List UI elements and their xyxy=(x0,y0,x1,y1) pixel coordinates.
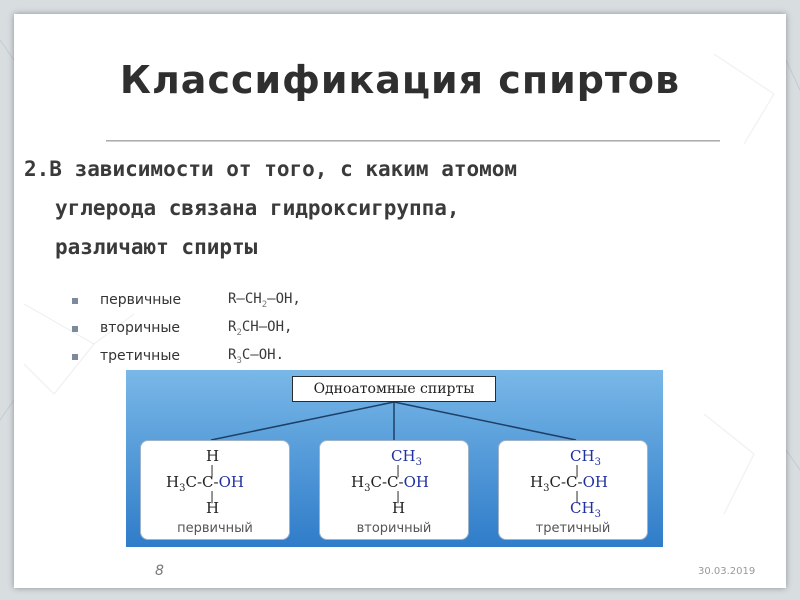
bullet-label: первичные xyxy=(100,292,182,308)
paragraph-line-1: 2.В зависимости от того, с каким атомом xyxy=(24,157,518,181)
main-paragraph xyxy=(24,150,784,267)
page-number: 8 xyxy=(155,563,164,579)
card-label: вторичный xyxy=(356,521,432,536)
bullet-label: третичные xyxy=(100,348,181,364)
formula-top: $CH_3$ xyxy=(570,447,601,468)
secondary-alcohol-card: $CH_3$ | $H_3C-C-OH$ | H вторичный xyxy=(319,440,469,540)
bullet-formula: $R-CH_2-OH$, xyxy=(228,290,301,310)
formula-main: $H_3C-C-OH$ xyxy=(351,473,429,494)
formula-bottom: H xyxy=(206,499,220,517)
tertiary-alcohol-card: $CH_3$ | $H_3C-C-OH$ | $CH_3$ третичный xyxy=(498,440,648,540)
list-item xyxy=(72,314,301,342)
primary-alcohol-card: H | $H_3C-C-OH$ | H первичный xyxy=(140,440,290,540)
card-label: первичный xyxy=(177,521,253,536)
card-label: третичный xyxy=(535,521,611,536)
title-divider xyxy=(106,140,720,142)
bullet-formula: $R_2CH-OH$, xyxy=(228,318,293,338)
slide xyxy=(14,14,786,588)
formula-main: $H_3C-C-OH$ xyxy=(530,473,608,494)
classification-diagram xyxy=(126,370,663,547)
alcohol-type-list xyxy=(72,286,301,370)
bullet-label: вторичные xyxy=(100,320,181,336)
formula-main: $H_3C-C-OH$ xyxy=(166,473,244,494)
slide-date: 30.03.2019 xyxy=(698,566,756,577)
formula-top: $CH_3$ xyxy=(391,447,422,468)
paragraph-line-3: различают спирты xyxy=(55,235,258,259)
bullet-marker-icon xyxy=(72,298,78,304)
slide-title: Классификация спиртов xyxy=(119,58,681,102)
bullet-marker-icon xyxy=(72,326,78,332)
formula-top: H xyxy=(206,447,220,465)
diagram-header: Одноатомные спирты xyxy=(292,376,496,402)
paragraph-line-2: углерода связана гидроксигруппа, xyxy=(55,196,460,220)
list-item xyxy=(72,342,301,370)
bullet-formula: $R_3C-OH$. xyxy=(228,346,285,366)
list-item xyxy=(72,286,301,314)
formula-bottom: $CH_3$ xyxy=(570,499,601,520)
bullet-marker-icon xyxy=(72,354,78,360)
formula-bottom: H xyxy=(392,499,406,517)
